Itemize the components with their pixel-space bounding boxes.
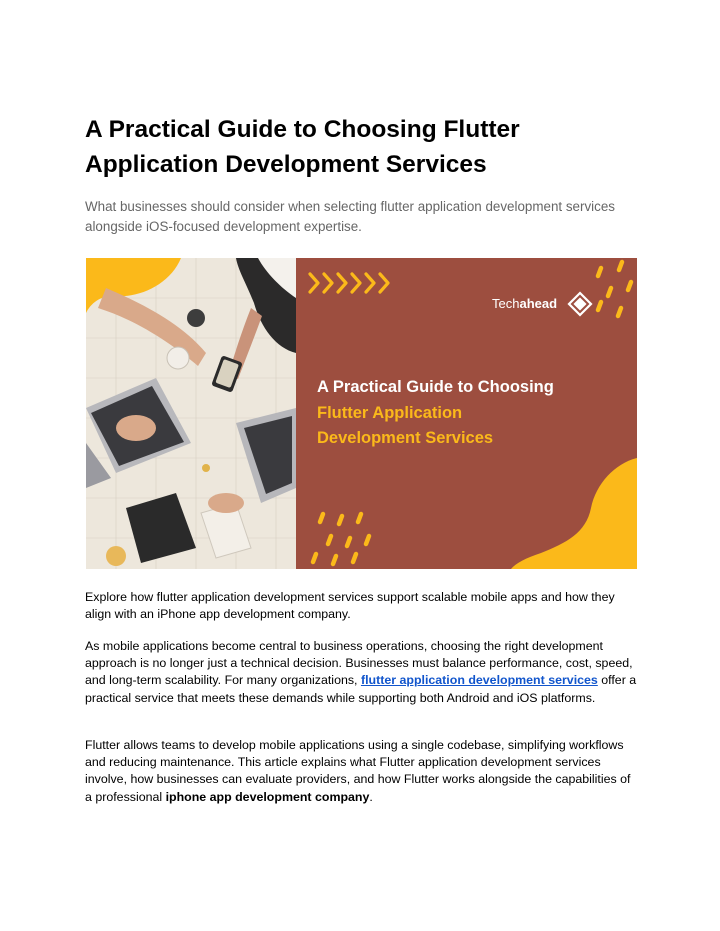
hero-banner-image (86, 258, 637, 569)
p2-text-before: As mobile applications become central to business operations, choosing the right development approach is no longer just a technical decision. Businesses must balance performance, cost, speed, and long-term scalability. For many organizations, (85, 639, 633, 688)
coffee-cup-bottom (106, 546, 126, 566)
p3-text-after: . (369, 789, 373, 804)
iphone-company-bold: iphone app development company (165, 789, 370, 804)
smart-speaker (187, 309, 205, 327)
intro-paragraph: Explore how flutter application development services support scalable mobile apps and how they align with an iPhone app development company. (85, 590, 615, 622)
p2-text-after: offer a practical service that meets these demands while supporting both Android and iOS platforms. (85, 673, 637, 705)
hand-bottom (208, 493, 244, 513)
article-subtitle: What businesses should consider when selecting flutter application development services alongside iOS-focused development expertise. (85, 199, 615, 234)
article-title: A Practical Guide to Choosing Flutter Application Development Services (85, 116, 520, 178)
overview-paragraph (85, 737, 640, 806)
brand-suffix: ahead (519, 296, 558, 311)
context-paragraph (85, 638, 640, 707)
hero-headline-line2: Flutter Application (317, 404, 463, 422)
p3-text-before: Flutter allows teams to develop mobile applications using a single codebase, simplifying workflows and reducing maintenance. This article explains what Flutter application development services involve, how businesses can evaluate providers, and how Flutter works alongside the capabilities of a professional (85, 738, 631, 804)
brand-name (492, 296, 557, 311)
hand-typing (116, 415, 156, 441)
flutter-services-link[interactable]: flutter application development services (360, 673, 598, 688)
brand-prefix: Tech (492, 296, 520, 311)
coffee-cup (167, 347, 189, 369)
coin (202, 464, 210, 472)
hero-headline-line1: A Practical Guide to Choosing (317, 378, 554, 396)
hero-headline-line3: Development Services (317, 429, 494, 447)
